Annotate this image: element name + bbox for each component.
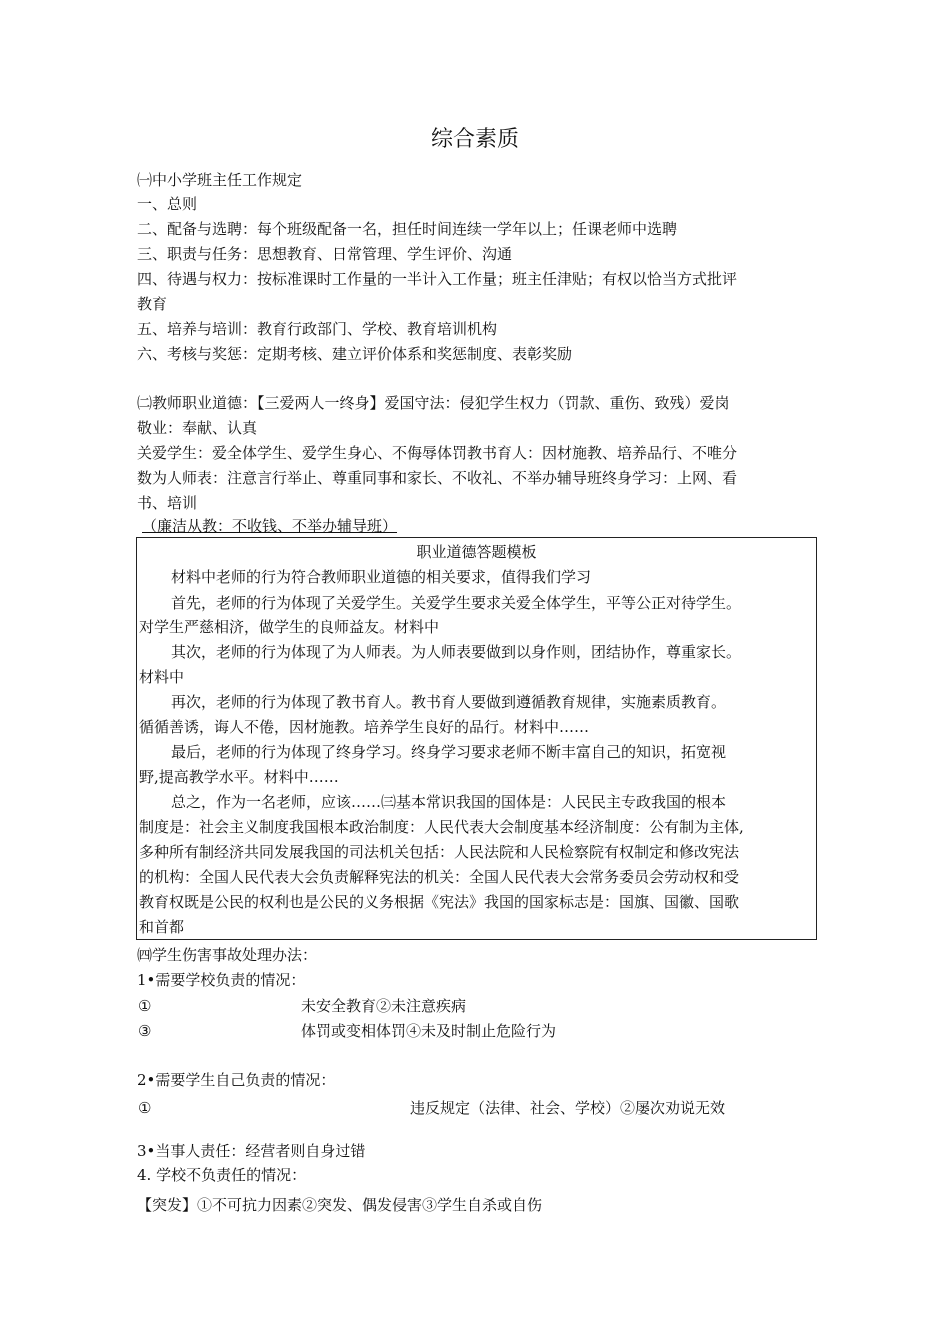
section2-line: 敬业：奉献、认真 [137, 419, 258, 437]
box-line: 其次，老师的行为体现了为人师表。为人师表要做到以身作则，团结协作，尊重家长。 [171, 643, 742, 661]
section1-line: 二、配备与选聘：每个班级配备一名，担任时间连续一学年以上；任课老师中选聘 [137, 220, 678, 238]
section1-line: 三、职责与任务：思想教育、日常管理、学生评价、沟通 [137, 245, 513, 263]
page-title: 综合素质 [430, 127, 519, 152]
section1-line: 六、考核与奖惩：定期考核、建立评价体系和奖惩制度、表彰奖励 [137, 345, 573, 363]
section2-line: 数为人师表：注意言行举止、尊重同事和家长、不收礼、不举办辅导班终身学习：上网、看 [137, 469, 738, 487]
box-line: 总之，作为一名老师，应该……㈢基本常识我国的国体是：人民民主专政我国的根本 [171, 793, 727, 811]
box-line: 循循善诱，诲人不倦，因材施教。培养学生良好的品行。材料中…… [139, 718, 590, 736]
section1-line: 教育 [137, 295, 168, 313]
item4-heading: 4. 学校不负责任的情况： [137, 1166, 307, 1184]
section1-line: 一、总则 [137, 195, 198, 213]
box-line: 教育权既是公民的权利也是公民的义务根据《宪法》我国的国家标志是：国旗、国徽、国歌 [139, 893, 740, 911]
item1-row2-number: ③ [138, 1022, 152, 1040]
section1-heading: ㈠中小学班主任工作规定 [137, 171, 303, 189]
item2-row1-number: ① [138, 1099, 152, 1117]
box-line: 再次，老师的行为体现了教书育人。教书育人要做到遵循教育规律，实施素质教育。 [171, 693, 727, 711]
item2-row1-text: 违反规定（法律、社会、学校）②屡次劝说无效 [410, 1099, 726, 1117]
item2-heading: 2•需要学生自己负责的情况： [137, 1071, 336, 1089]
box-title: 职业道德答题模板 [416, 543, 537, 561]
item1-row1-text: 未安全教育②未注意疾病 [301, 997, 467, 1015]
section2-line: 书、培训 [137, 494, 198, 512]
box-line: 对学生严慈相济，做学生的良师益友。材料中 [139, 618, 440, 636]
item1-heading: 1•需要学校负责的情况： [137, 971, 306, 989]
item3-line: 3•当事人责任：经营者则自身过错 [137, 1142, 366, 1160]
box-line: 材料中 [139, 668, 185, 686]
box-line: 首先，老师的行为体现了关爱学生。关爱学生要求关爱全体学生，平等公正对待学生。 [171, 594, 742, 612]
item1-row2-text: 体罚或变相体罚④未及时制止危险行为 [301, 1022, 557, 1040]
box-line: 制度是：社会主义制度我国根本政治制度：人民代表大会制度基本经济制度：公有制为主体, [139, 818, 744, 836]
box-line: 的机构：全国人民代表大会负责解释宪法的机关：全国人民代表大会常务委员会劳动权和受 [139, 868, 740, 886]
section2-line: 关爱学生：爱全体学生、爱学生身心、不侮辱体罚教书育人：因材施教、培养品行、不唯分 [137, 444, 738, 462]
box-line: 最后，老师的行为体现了终身学习。终身学习要求老师不断丰富自己的知识，拓宽视 [171, 743, 727, 761]
box-line: 多种所有制经济共同发展我国的司法机关包括：人民法院和人民检察院有权制定和修改宪法 [139, 843, 740, 861]
section2-line: ㈡教师职业道德：【三爱两人一终身】爱国守法：侵犯学生权力（罚款、重伤、致残）爱岗 [137, 394, 730, 412]
section4-heading: ㈣学生伤害事故处理办法： [137, 946, 318, 964]
item4-text: 【突发】①不可抗力因素②突发、偶发侵害③学生自杀或自伤 [137, 1196, 543, 1214]
box-line: 材料中老师的行为符合教师职业道德的相关要求，值得我们学习 [171, 568, 592, 586]
box-line: 和首都 [139, 918, 185, 936]
ethics-template-box [136, 537, 817, 940]
section1-line: 五、培养与培训：教育行政部门、学校、教育培训机构 [137, 320, 498, 338]
section2-note: （廉洁从教：不收钱、不举办辅导班） [142, 517, 398, 535]
box-line: 野,提高教学水平。材料中…… [139, 768, 339, 786]
item1-row1-number: ① [138, 997, 152, 1015]
section1-line: 四、待遇与权力：按标准课时工作量的一半计入工作量；班主任津贴；有权以恰当方式批评 [137, 270, 738, 288]
